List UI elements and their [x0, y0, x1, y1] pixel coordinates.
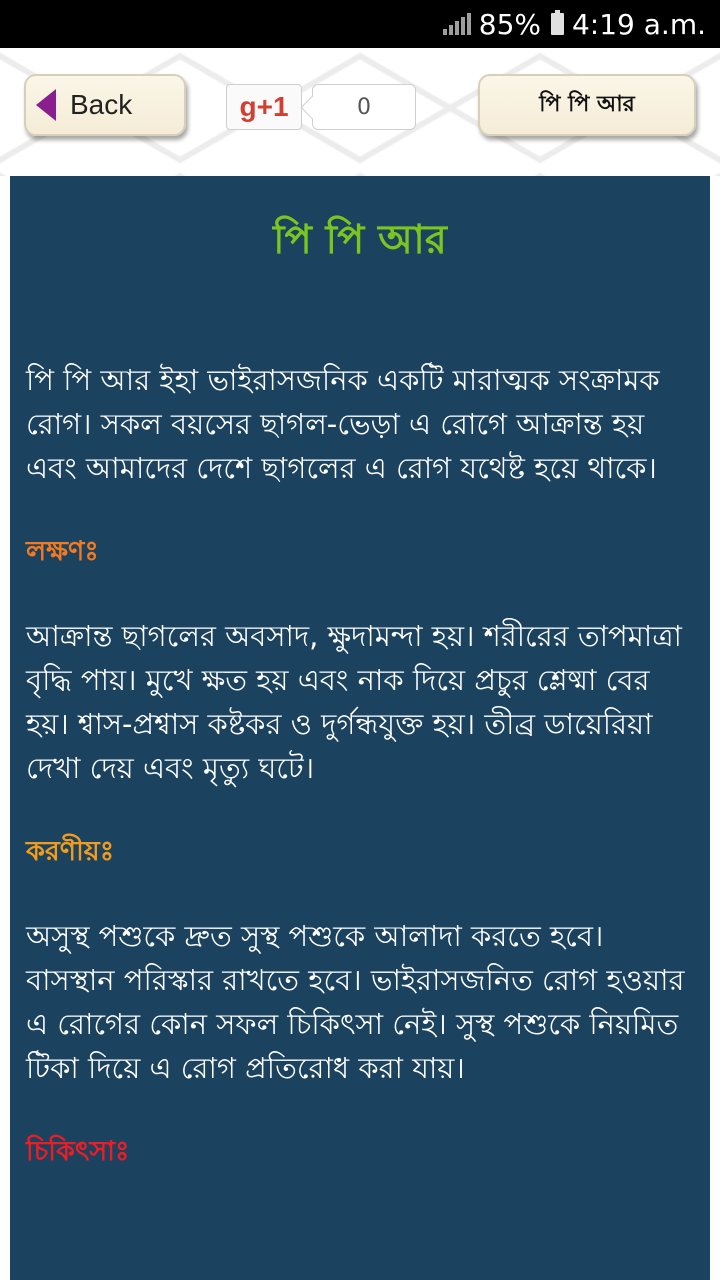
back-button[interactable]: [24, 74, 186, 136]
symptoms-heading: লক্ষণঃ: [26, 536, 99, 567]
back-button-label: Back: [70, 89, 133, 120]
todo-heading: করণীয়ঃ: [26, 836, 115, 867]
status-bar: [0, 0, 720, 48]
title-button[interactable]: পি পি আর: [478, 74, 696, 136]
todo-paragraph: অসুস্থ পশুকে দ্রুত সুস্থ পশুকে আলাদা করতে হবে। বাসস্থান পরিস্কার রাখতে হবে। ভাইরাসজনিত রোগ হওয়ার এ রোগের কোন সফল চিকিৎসা নেই। সুস্থ পশুকে নিয়মিত টিকা দিয়ে এ রোগ প্রতিরোধ করা যায়।: [26, 919, 685, 1085]
signal-icon: [443, 13, 473, 35]
clock: 4:19 a.m.: [571, 7, 706, 41]
treatment-heading: চিকিৎসাঃ: [26, 1136, 130, 1167]
page-title: পি পি আর: [273, 217, 447, 263]
symptoms-paragraph: আক্রান্ত ছাগলের অবসাদ, ক্ষুদামন্দা হয়। শরীরের তাপমাত্রা বৃদ্ধি পায়। মুখে ক্ষত হয় এবং নাক দিয়ে প্রচুর শ্লেষ্মা বের হয়। শ্বাস-প্রশ্বাস কষ্টকর ও দুর্গন্ধযুক্ত হয়। তীব্র ডায়েরিয়া দেখা দেয় এবং মৃত্যু ঘটে।: [26, 619, 682, 785]
battery-icon: [551, 13, 564, 35]
battery-percent: 85%: [478, 7, 541, 41]
toolbar: [0, 48, 720, 176]
plus-one-count: 0: [312, 84, 416, 130]
intro-paragraph: পি পি আর ইহা ভাইরাসজনিক একটি মারাত্মক সংক্রামক রোগ। সকল বয়সের ছাগল-ভেড়া এ রোগে আক্রান্ত হয় এবং আমাদের দেশে ছাগলের এ রোগ যথেষ্ট হয়ে থাকে।: [26, 363, 660, 485]
article-content[interactable]: [10, 176, 710, 1280]
google-plus-one-button[interactable]: g+1: [226, 84, 302, 130]
back-arrow-icon: [36, 89, 56, 121]
